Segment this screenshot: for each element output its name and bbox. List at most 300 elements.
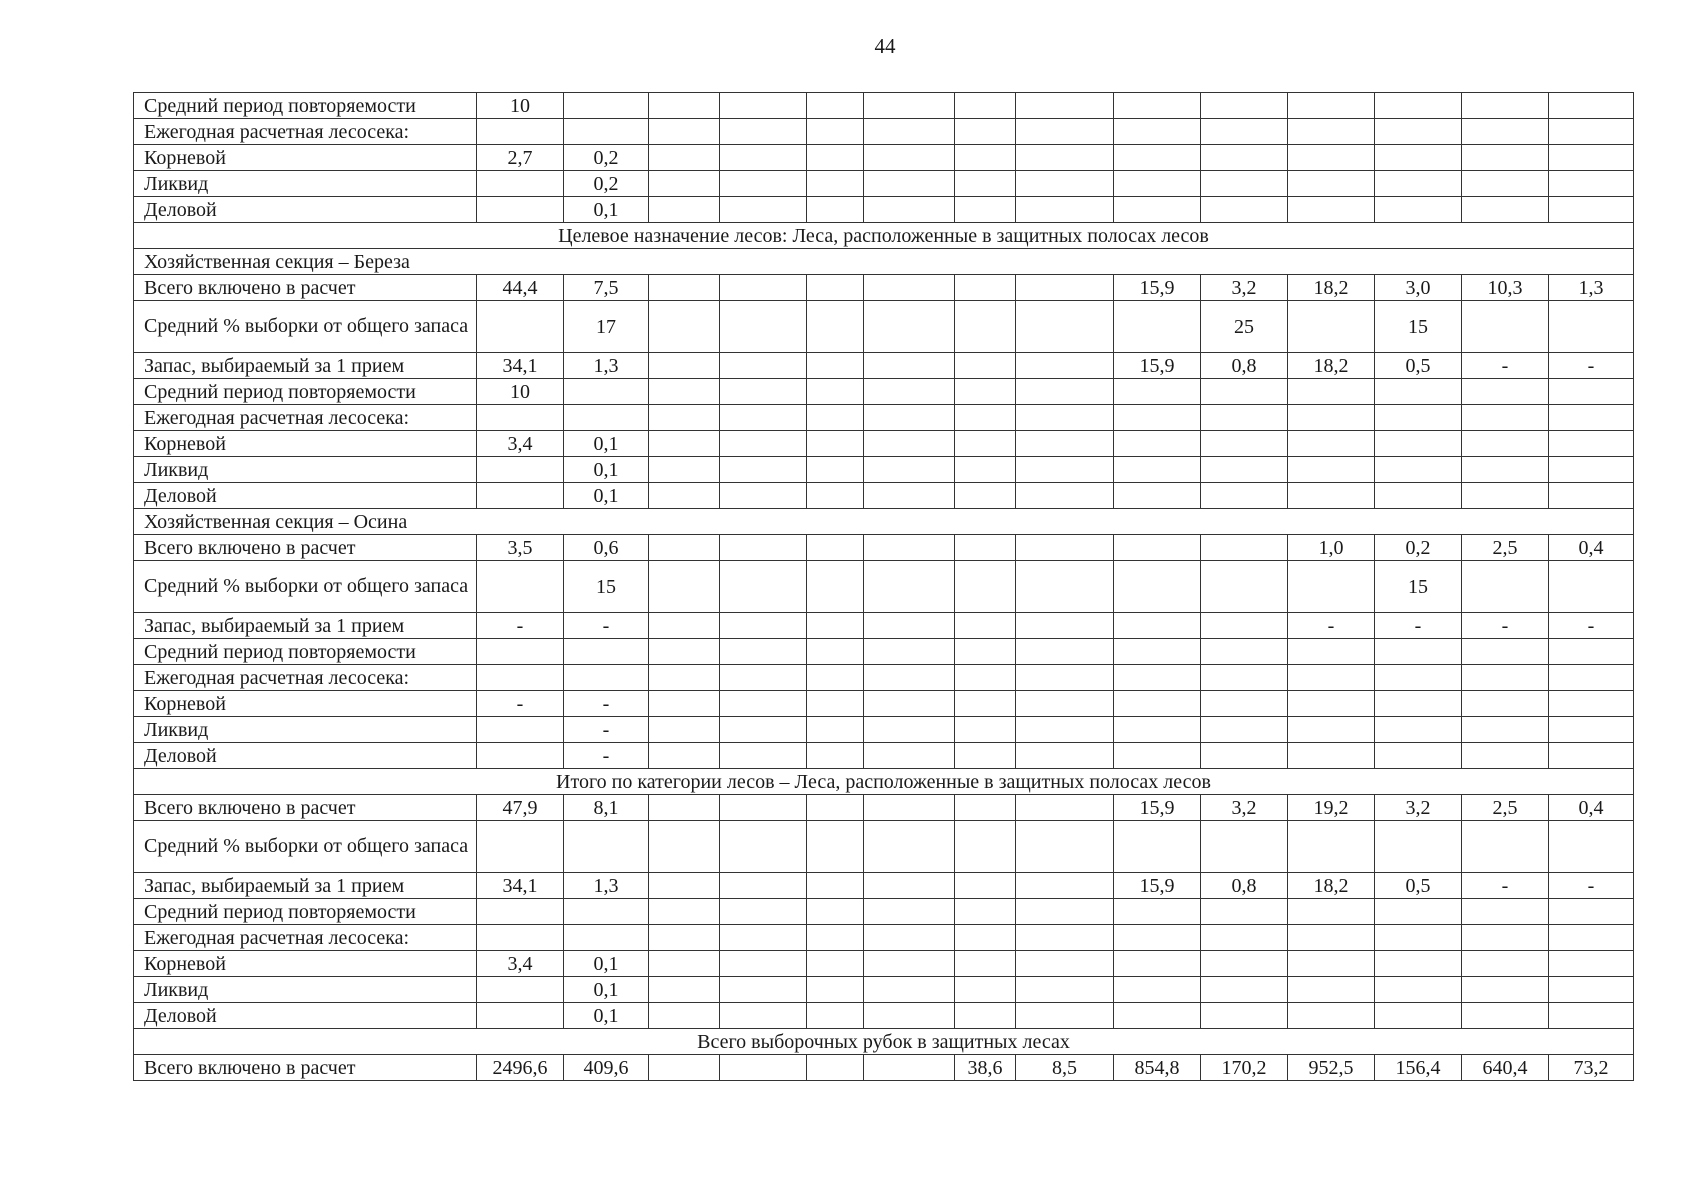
table-row <box>134 535 1634 561</box>
table-cell <box>955 405 1016 431</box>
table-cell: - <box>1549 353 1634 379</box>
row-label: Деловой <box>134 483 477 509</box>
table-cell <box>807 197 864 223</box>
table-cell <box>807 379 864 405</box>
table-cell <box>720 457 807 483</box>
table-cell <box>1462 899 1549 925</box>
table-cell <box>649 1055 720 1081</box>
table-cell <box>807 743 864 769</box>
table-cell <box>564 93 649 119</box>
table-cell: 3,2 <box>1375 795 1462 821</box>
table-cell <box>1288 743 1375 769</box>
table-cell <box>649 561 720 613</box>
table-cell <box>1288 171 1375 197</box>
table-cell <box>720 119 807 145</box>
row-label: Средний период повторяемости <box>134 379 477 405</box>
table-cell <box>1375 145 1462 171</box>
table-cell <box>720 873 807 899</box>
row-label: Деловой <box>134 743 477 769</box>
table-cell <box>1462 977 1549 1003</box>
table-cell <box>1549 93 1634 119</box>
table-cell <box>1201 93 1288 119</box>
table-cell <box>955 561 1016 613</box>
table-cell: 640,4 <box>1462 1055 1549 1081</box>
table-cell: 15 <box>564 561 649 613</box>
table-cell: - <box>1462 873 1549 899</box>
table-cell <box>1201 379 1288 405</box>
table-cell <box>477 639 564 665</box>
table-cell <box>1114 899 1201 925</box>
table-cell <box>1114 301 1201 353</box>
table-cell <box>955 665 1016 691</box>
table-cell <box>1114 119 1201 145</box>
table-cell <box>807 353 864 379</box>
table-cell <box>1462 197 1549 223</box>
table-cell <box>1016 431 1114 457</box>
table-cell <box>1288 691 1375 717</box>
table-cell <box>864 925 955 951</box>
table-cell <box>1375 951 1462 977</box>
table-cell <box>807 457 864 483</box>
table-cell <box>1549 301 1634 353</box>
table-cell <box>1375 821 1462 873</box>
section-title: Всего выборочных рубок в защитных лесах <box>134 1029 1634 1055</box>
table-cell <box>1114 925 1201 951</box>
table-cell <box>1288 197 1375 223</box>
table-cell: - <box>477 691 564 717</box>
table-cell <box>1201 899 1288 925</box>
table-cell <box>1462 665 1549 691</box>
table-cell <box>477 925 564 951</box>
table-cell: 47,9 <box>477 795 564 821</box>
table-cell <box>1549 951 1634 977</box>
table-cell: - <box>564 743 649 769</box>
table-cell <box>1288 899 1375 925</box>
table-cell: 18,2 <box>1288 275 1375 301</box>
table-cell <box>1288 119 1375 145</box>
table-cell <box>720 795 807 821</box>
table-cell <box>649 405 720 431</box>
table-cell <box>1016 483 1114 509</box>
table-cell: 0,2 <box>1375 535 1462 561</box>
table-cell <box>720 379 807 405</box>
table-cell: 10 <box>477 93 564 119</box>
table-cell: 3,0 <box>1375 275 1462 301</box>
table-cell <box>1114 171 1201 197</box>
table-cell <box>1288 145 1375 171</box>
table-cell: 0,1 <box>564 1003 649 1029</box>
table-cell: 3,4 <box>477 951 564 977</box>
table-cell: 156,4 <box>1375 1055 1462 1081</box>
table-cell <box>1462 743 1549 769</box>
page-number: 44 <box>874 34 896 58</box>
table-row <box>134 431 1634 457</box>
table-cell <box>807 717 864 743</box>
table-cell <box>1016 951 1114 977</box>
table-row <box>134 145 1634 171</box>
table-cell: 7,5 <box>564 275 649 301</box>
table-cell <box>807 951 864 977</box>
table-cell <box>1375 483 1462 509</box>
table-cell: 0,2 <box>564 145 649 171</box>
table-cell <box>1549 145 1634 171</box>
table-cell <box>720 821 807 873</box>
table-cell: 0,4 <box>1549 795 1634 821</box>
row-label: Средний период повторяемости <box>134 93 477 119</box>
table-cell <box>1016 925 1114 951</box>
table-cell <box>649 197 720 223</box>
table-cell <box>1462 1003 1549 1029</box>
table-cell <box>1201 925 1288 951</box>
table-cell <box>864 431 955 457</box>
table-row <box>134 743 1634 769</box>
table-cell: 1,3 <box>564 353 649 379</box>
table-cell <box>807 821 864 873</box>
table-cell <box>477 717 564 743</box>
table-cell <box>1462 821 1549 873</box>
table-cell <box>1288 925 1375 951</box>
table-cell <box>807 665 864 691</box>
table-cell <box>864 483 955 509</box>
table-cell <box>649 535 720 561</box>
table-cell <box>864 977 955 1003</box>
table-cell <box>864 197 955 223</box>
table-cell <box>955 795 1016 821</box>
table-cell <box>955 743 1016 769</box>
table-cell <box>1549 899 1634 925</box>
table-row <box>134 301 1634 353</box>
table-cell <box>1288 93 1375 119</box>
table-cell <box>955 925 1016 951</box>
row-label: Ликвид <box>134 171 477 197</box>
table-cell <box>477 977 564 1003</box>
table-cell <box>864 119 955 145</box>
table-cell <box>1462 925 1549 951</box>
table-cell <box>807 301 864 353</box>
table-cell: 73,2 <box>1549 1055 1634 1081</box>
table-cell <box>864 561 955 613</box>
table-cell <box>955 899 1016 925</box>
table-cell <box>1462 483 1549 509</box>
table-cell: 0,5 <box>1375 353 1462 379</box>
table-cell <box>1288 431 1375 457</box>
table-cell <box>1114 379 1201 405</box>
table-cell: 15 <box>1375 561 1462 613</box>
table-cell: - <box>1375 613 1462 639</box>
table-cell <box>720 613 807 639</box>
table-cell: 18,2 <box>1288 873 1375 899</box>
row-label: Корневой <box>134 691 477 717</box>
table-cell <box>477 457 564 483</box>
table-cell <box>564 405 649 431</box>
table-cell <box>720 483 807 509</box>
table-row <box>134 275 1634 301</box>
table-cell <box>649 873 720 899</box>
row-label: Деловой <box>134 197 477 223</box>
table-cell <box>1114 93 1201 119</box>
table-cell: - <box>1462 353 1549 379</box>
table-cell <box>1462 431 1549 457</box>
table-cell: 8,1 <box>564 795 649 821</box>
table-cell: - <box>564 717 649 743</box>
row-label: Всего включено в расчет <box>134 795 477 821</box>
table-cell <box>955 353 1016 379</box>
table-cell <box>1201 431 1288 457</box>
table-cell <box>1114 1003 1201 1029</box>
section-header-row <box>134 223 1634 249</box>
table-cell <box>1016 119 1114 145</box>
row-label: Всего включено в расчет <box>134 275 477 301</box>
table-cell <box>864 353 955 379</box>
table-cell <box>807 795 864 821</box>
table-cell <box>1549 197 1634 223</box>
table-cell <box>1375 405 1462 431</box>
table-row <box>134 1003 1634 1029</box>
section-title: Итого по категории лесов – Леса, расположенные в защитных полосах лесов <box>134 769 1634 795</box>
table-cell: 8,5 <box>1016 1055 1114 1081</box>
table-cell <box>1462 691 1549 717</box>
table-cell <box>720 145 807 171</box>
table-cell <box>649 639 720 665</box>
table-cell <box>720 535 807 561</box>
table-cell <box>1288 977 1375 1003</box>
section-title: Целевое назначение лесов: Леса, расположенные в защитных полосах лесов <box>134 223 1634 249</box>
table-cell <box>720 301 807 353</box>
table-cell: 1,3 <box>1549 275 1634 301</box>
table-cell <box>1462 717 1549 743</box>
table-cell <box>1549 171 1634 197</box>
table-cell: 25 <box>1201 301 1288 353</box>
table-cell <box>720 171 807 197</box>
table-cell <box>807 171 864 197</box>
table-cell <box>1375 691 1462 717</box>
table-cell <box>720 275 807 301</box>
table-row <box>134 171 1634 197</box>
table-cell: 3,4 <box>477 431 564 457</box>
table-cell: - <box>564 613 649 639</box>
table-cell <box>1114 405 1201 431</box>
row-label: Ежегодная расчетная лесосека: <box>134 405 477 431</box>
table-cell <box>1201 171 1288 197</box>
table-cell <box>649 353 720 379</box>
table-cell <box>477 1003 564 1029</box>
table-row <box>134 379 1634 405</box>
table-cell <box>1462 405 1549 431</box>
table-cell <box>955 821 1016 873</box>
table-cell <box>720 353 807 379</box>
table-cell <box>1375 925 1462 951</box>
table-cell <box>1016 743 1114 769</box>
table-cell <box>720 1055 807 1081</box>
table-cell <box>864 613 955 639</box>
forest-calculation-table <box>133 92 1634 1081</box>
table-cell <box>807 613 864 639</box>
table-cell <box>807 431 864 457</box>
table-row <box>134 665 1634 691</box>
table-cell <box>864 1003 955 1029</box>
table-cell: 15,9 <box>1114 873 1201 899</box>
table-cell <box>955 301 1016 353</box>
table-cell <box>1016 665 1114 691</box>
table-cell: 0,1 <box>564 431 649 457</box>
table-cell <box>720 717 807 743</box>
table-cell <box>1114 613 1201 639</box>
table-cell <box>1016 353 1114 379</box>
table-cell <box>1016 899 1114 925</box>
table-cell <box>1549 1003 1634 1029</box>
table-row <box>134 613 1634 639</box>
table-cell <box>720 665 807 691</box>
table-cell <box>1201 821 1288 873</box>
table-cell: - <box>1288 613 1375 639</box>
table-cell <box>1016 1003 1114 1029</box>
table-cell <box>1288 301 1375 353</box>
table-cell <box>1114 457 1201 483</box>
table-cell <box>477 197 564 223</box>
table-cell <box>1114 665 1201 691</box>
subsection-title: Хозяйственная секция – Осина <box>134 509 1634 535</box>
table-cell <box>1549 717 1634 743</box>
table-cell: 3,5 <box>477 535 564 561</box>
table-cell <box>1114 977 1201 1003</box>
table-cell <box>1114 639 1201 665</box>
table-cell <box>807 483 864 509</box>
table-cell: 15,9 <box>1114 353 1201 379</box>
table-cell <box>864 405 955 431</box>
table-cell <box>564 119 649 145</box>
table-cell: 952,5 <box>1288 1055 1375 1081</box>
table-row <box>134 717 1634 743</box>
table-cell <box>807 639 864 665</box>
row-label: Средний % выборки от общего запаса <box>134 561 477 613</box>
table-cell <box>955 379 1016 405</box>
table-cell <box>1016 301 1114 353</box>
row-label: Запас, выбираемый за 1 прием <box>134 353 477 379</box>
table-cell <box>649 1003 720 1029</box>
table-cell <box>1114 535 1201 561</box>
table-cell <box>1016 405 1114 431</box>
table-cell <box>477 821 564 873</box>
table-cell <box>1016 93 1114 119</box>
table-cell <box>1201 665 1288 691</box>
table-cell <box>1288 457 1375 483</box>
table-cell <box>1016 561 1114 613</box>
table-cell <box>1201 197 1288 223</box>
table-cell <box>1375 665 1462 691</box>
table-cell <box>1549 379 1634 405</box>
table-cell <box>1114 197 1201 223</box>
table-cell <box>1201 743 1288 769</box>
table-cell <box>1549 457 1634 483</box>
table-cell <box>1016 379 1114 405</box>
table-cell <box>955 717 1016 743</box>
table-cell <box>1201 1003 1288 1029</box>
section-header-row <box>134 769 1634 795</box>
table-row <box>134 93 1634 119</box>
table-cell <box>649 483 720 509</box>
table-cell <box>1375 197 1462 223</box>
table-cell <box>1375 639 1462 665</box>
row-label: Средний период повторяемости <box>134 899 477 925</box>
table-row <box>134 795 1634 821</box>
table-cell <box>720 93 807 119</box>
table-cell <box>649 899 720 925</box>
table-row <box>134 925 1634 951</box>
table-cell <box>864 691 955 717</box>
table-cell <box>1462 951 1549 977</box>
table-cell <box>1114 431 1201 457</box>
row-label: Средний % выборки от общего запаса <box>134 301 477 353</box>
table-cell <box>1114 717 1201 743</box>
table-cell <box>1016 821 1114 873</box>
table-cell: 34,1 <box>477 353 564 379</box>
table-cell: 19,2 <box>1288 795 1375 821</box>
table-cell <box>649 119 720 145</box>
table-cell <box>1549 821 1634 873</box>
table-cell <box>1462 639 1549 665</box>
table-cell <box>807 93 864 119</box>
table-cell: 38,6 <box>955 1055 1016 1081</box>
table-cell: 0,1 <box>564 457 649 483</box>
table-cell <box>649 93 720 119</box>
table-cell <box>649 925 720 951</box>
table-cell <box>720 925 807 951</box>
table-cell: 0,1 <box>564 197 649 223</box>
table-cell: 15,9 <box>1114 795 1201 821</box>
table-cell <box>649 275 720 301</box>
table-cell <box>864 379 955 405</box>
table-cell <box>955 275 1016 301</box>
row-label: Ликвид <box>134 977 477 1003</box>
table-cell <box>1549 431 1634 457</box>
table-cell <box>807 561 864 613</box>
table-row <box>134 1055 1634 1081</box>
table-cell <box>1375 431 1462 457</box>
table-cell <box>564 665 649 691</box>
table-cell <box>1201 613 1288 639</box>
table-cell <box>649 977 720 1003</box>
table-row <box>134 899 1634 925</box>
table-row <box>134 873 1634 899</box>
table-cell <box>1288 665 1375 691</box>
table-cell <box>1549 977 1634 1003</box>
table-cell <box>1375 93 1462 119</box>
table-cell <box>807 873 864 899</box>
table-cell <box>477 301 564 353</box>
table-cell: - <box>1549 873 1634 899</box>
table-cell <box>1016 457 1114 483</box>
row-label: Корневой <box>134 431 477 457</box>
table-row <box>134 561 1634 613</box>
table-cell: 10,3 <box>1462 275 1549 301</box>
table-cell <box>864 275 955 301</box>
table-cell <box>649 457 720 483</box>
table-cell <box>1549 483 1634 509</box>
table-cell <box>955 613 1016 639</box>
table-cell <box>1462 457 1549 483</box>
table-cell: 2,7 <box>477 145 564 171</box>
table-cell: 3,2 <box>1201 795 1288 821</box>
row-label: Ежегодная расчетная лесосека: <box>134 665 477 691</box>
table-cell <box>1016 171 1114 197</box>
table-cell <box>649 717 720 743</box>
table-cell <box>864 795 955 821</box>
table-cell <box>1375 379 1462 405</box>
table-cell: 44,4 <box>477 275 564 301</box>
table-cell <box>564 899 649 925</box>
table-cell <box>864 951 955 977</box>
table-cell <box>864 639 955 665</box>
